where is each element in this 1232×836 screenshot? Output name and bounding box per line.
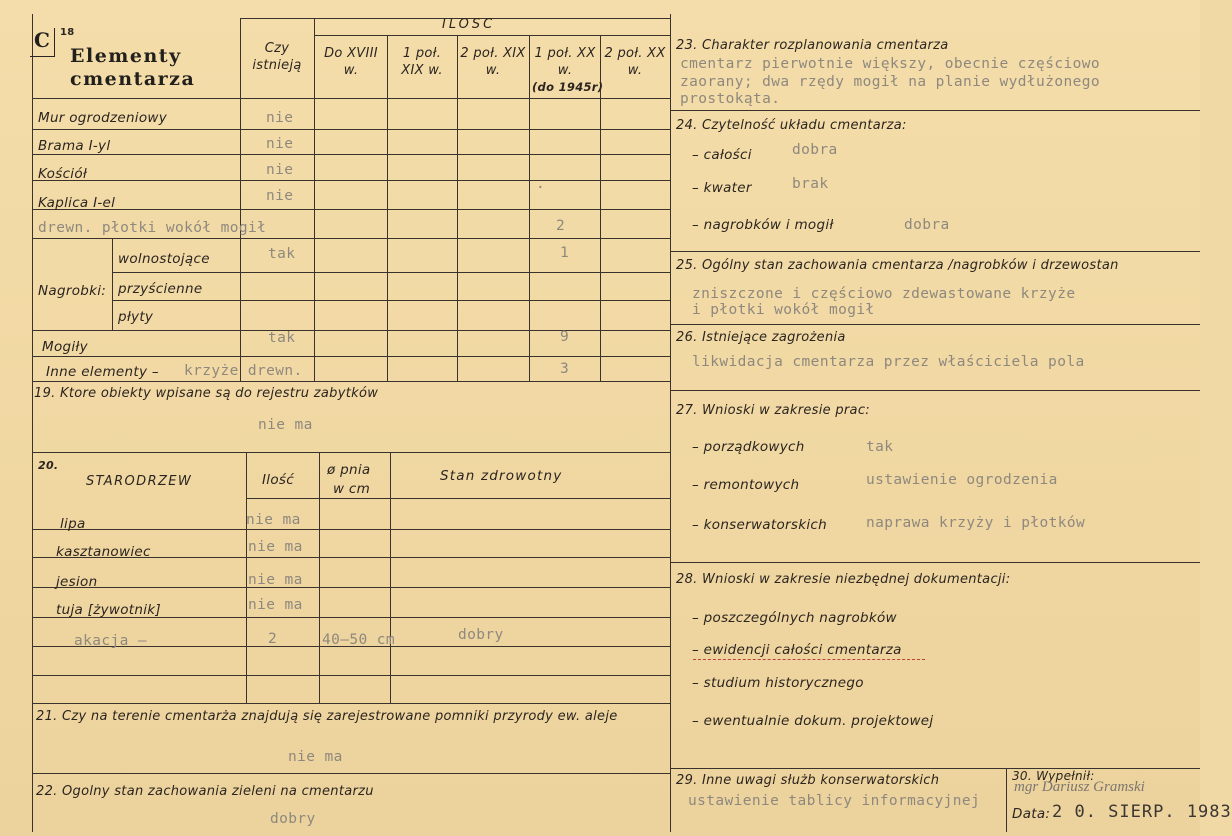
divider <box>387 35 388 381</box>
s30-data-label: Data: <box>1012 806 1051 822</box>
s28-b: – ewidencji całości cmentarza <box>692 642 902 658</box>
s20-h-pnia2: w cm <box>333 481 371 497</box>
s27-kons-val: naprawa krzyży i płotków <box>866 515 1086 531</box>
row-wolno-val: 1 <box>560 245 570 261</box>
divider <box>670 251 1200 252</box>
s22-label: 22. Ogolny stan zachowania zieleni na cmentarzu <box>36 784 374 799</box>
divider <box>670 768 1200 769</box>
row-inne-val: 3 <box>560 361 570 377</box>
section-title-2: cmentarza <box>70 68 196 90</box>
s21-label: 21. Czy na terenie cmentarża znajdują się zarejestrowane pomniki przyrody ew. aleje <box>36 709 618 724</box>
divider <box>246 452 247 703</box>
s24-calosci: – całości <box>692 147 752 163</box>
c-letter: C <box>34 28 52 52</box>
row-mogily-label: Mogiły <box>42 339 88 355</box>
s23-label: 23. Charakter rozplanowania cmentarza <box>676 38 949 53</box>
divider <box>670 324 1200 325</box>
row-plotki-label: drewn. płotki wokół mogił <box>38 220 267 236</box>
col-1pol-xix: 1 poł. XIX w. <box>401 46 443 78</box>
s20-num: 20. <box>38 459 59 472</box>
divider <box>112 272 670 273</box>
s25-line1: zniszczone i częściowo zdewastowane krzyże <box>692 286 1076 302</box>
divider <box>390 452 391 703</box>
s29-label: 29. Inne uwagi służb konserwatorskich <box>676 773 940 788</box>
row-kaplica-czy: nie <box>266 188 294 204</box>
divider <box>112 300 670 301</box>
row-przysc-label: przyścienne <box>118 281 203 297</box>
divider <box>32 330 670 331</box>
divider <box>314 18 315 381</box>
s23-line3: prostokąta. <box>680 91 781 107</box>
row-brama-label: Brama I-yl <box>38 138 111 154</box>
col-2pol-xix: 2 poł. XIX w. <box>460 46 526 78</box>
tree-akacja-pien: 40–50 cm <box>322 632 396 648</box>
divider <box>32 587 670 588</box>
s27-porz-val: tak <box>866 439 894 455</box>
s20-h-ilosc: Ilość <box>262 472 294 488</box>
s27-rem: – remontowych <box>692 477 800 493</box>
divider <box>670 14 671 832</box>
s27-rem-val: ustawienie ogrodzenia <box>866 472 1058 488</box>
row-inne-typed: krzyże drewn. <box>184 363 303 379</box>
col-2pol-xx: 2 poł. XX w. <box>604 46 666 78</box>
row-kaplica-label: Kaplica I-el <box>38 195 116 211</box>
divider <box>32 98 670 99</box>
divider <box>32 238 670 239</box>
row-nagrobki-label: Nagrobki: <box>38 283 107 299</box>
row-kaplica-mark: · <box>536 180 546 196</box>
s23-line2: zaorany; dwa rzędy mogił na planie wydłużonego <box>680 74 1100 90</box>
tree-tuja-label: tuja [żywotnik] <box>56 602 161 618</box>
tree-akacja-ilosc: 2 <box>268 631 278 647</box>
divider <box>32 675 670 676</box>
s22-value: dobry <box>270 811 316 827</box>
s24-kwater: – kwater <box>692 180 752 196</box>
s28-label: 28. Wnioski w zakresie niezbędnej dokumentacji: <box>676 572 1011 587</box>
s26-label: 26. Istniejące zagrożenia <box>676 330 846 345</box>
s24-label: 24. Czytelność układu cmentarza: <box>676 118 907 133</box>
section-title-1: Elementy <box>70 45 182 67</box>
ilosc-header: ILOSC <box>442 17 496 32</box>
divider <box>32 381 670 382</box>
divider <box>32 180 670 181</box>
row-plotki-val: 2 <box>556 218 566 234</box>
row-wolno-label: wolnostojące <box>118 251 210 267</box>
s27-porz: – porządkowych <box>692 439 805 455</box>
s28-a: – poszczególnych nagrobków <box>692 610 897 626</box>
red-underline <box>693 659 925 660</box>
s19-value: nie ma <box>258 417 313 433</box>
row-mogily-czy: tak <box>268 330 296 346</box>
signature: mgr Dariusz Gramski <box>1014 779 1145 795</box>
row-wolno-czy: tak <box>268 246 296 262</box>
divider <box>32 773 670 774</box>
s27-kons: – konserwatorskich <box>692 517 827 533</box>
s28-d: – ewentualnie dokum. projektowej <box>692 713 934 729</box>
divider <box>246 498 670 499</box>
divider <box>670 390 1200 391</box>
divider <box>32 14 33 832</box>
divider <box>32 452 670 453</box>
divider <box>457 35 458 381</box>
divider <box>32 356 670 357</box>
col-1pol-xx-note: (do 1945r) <box>532 80 604 94</box>
s29-value: ustawienie tablicy informacyjnej <box>688 793 981 809</box>
col-do-xviii: Do XVIII w. <box>324 46 378 78</box>
tree-tuja-ilosc: nie ma <box>248 597 303 613</box>
s20-h-pnia1: ø pnia <box>327 462 371 478</box>
divider <box>32 529 670 530</box>
tree-jesion-label: jesion <box>56 574 98 590</box>
tree-lipa-ilosc: nie ma <box>246 512 301 528</box>
s24-kwater-val: brak <box>792 176 829 192</box>
tree-akacja-label: akacja – <box>74 633 148 649</box>
tree-lipa-label: lipa <box>60 516 86 532</box>
s25-label: 25. Ogólny stan zachowania cmentarza /nagrobków i drzewostan <box>676 258 1119 273</box>
c-number: 18 <box>60 27 75 38</box>
row-inne-label: Inne elementy – <box>46 364 159 380</box>
s23-line1: cmentarz pierwotnie większy, obecnie częściowo <box>680 56 1100 72</box>
divider <box>32 129 670 130</box>
s24-calosci-val: dobra <box>792 142 838 158</box>
s20-h-stan: Stan zdrowotny <box>440 468 563 484</box>
row-brama-czy: nie <box>266 136 294 152</box>
tree-kasztanowiec-ilosc: nie ma <box>248 539 303 555</box>
s27-label: 27. Wnioski w zakresie prac: <box>676 403 870 418</box>
col-czy-istnieja: Czy istnieją <box>252 41 302 73</box>
s28-c: – studium historycznego <box>692 675 864 691</box>
tree-akacja-stan: dobry <box>458 627 504 643</box>
divider <box>32 209 670 210</box>
row-kosciol-czy: nie <box>266 162 294 178</box>
divider <box>670 110 1200 111</box>
tree-kasztanowiec-label: kasztanowiec <box>56 544 151 560</box>
s20-h-starodrzew: STARODRZEW <box>86 474 193 489</box>
row-mogily-val: 9 <box>560 329 570 345</box>
tree-jesion-ilosc: nie ma <box>248 572 303 588</box>
divider <box>319 452 320 703</box>
divider <box>670 562 1200 563</box>
divider <box>112 238 113 330</box>
col-1pol-xx: 1 poł. XX w. <box>534 46 596 78</box>
date-stamp: 2 0. SIERP. 1983 <box>1052 802 1232 822</box>
row-mur-label: Mur ogrodzeniowy <box>38 110 168 126</box>
s24-nagrobkow-val: dobra <box>904 217 950 233</box>
s26-value: likwidacja cmentarza przez właściciela pola <box>692 354 1085 370</box>
row-plyty-label: płyty <box>118 309 154 325</box>
s25-line2: i płotki wokół mogił <box>692 302 875 318</box>
s21-value: nie ma <box>288 749 343 765</box>
row-mur-czy: nie <box>266 110 294 126</box>
divider <box>240 18 241 381</box>
row-kosciol-label: Kościół <box>38 166 88 182</box>
s30-label: 30. Wypełnił: <box>1012 769 1095 783</box>
divider <box>314 35 670 36</box>
divider <box>32 154 670 155</box>
divider <box>32 703 670 704</box>
divider <box>529 35 530 381</box>
s24-nagrobkow: – nagrobków i mogił <box>692 217 834 233</box>
s19-label: 19. Ktore obiekty wpisane są do rejestru zabytków <box>34 386 379 401</box>
divider <box>1006 768 1007 832</box>
